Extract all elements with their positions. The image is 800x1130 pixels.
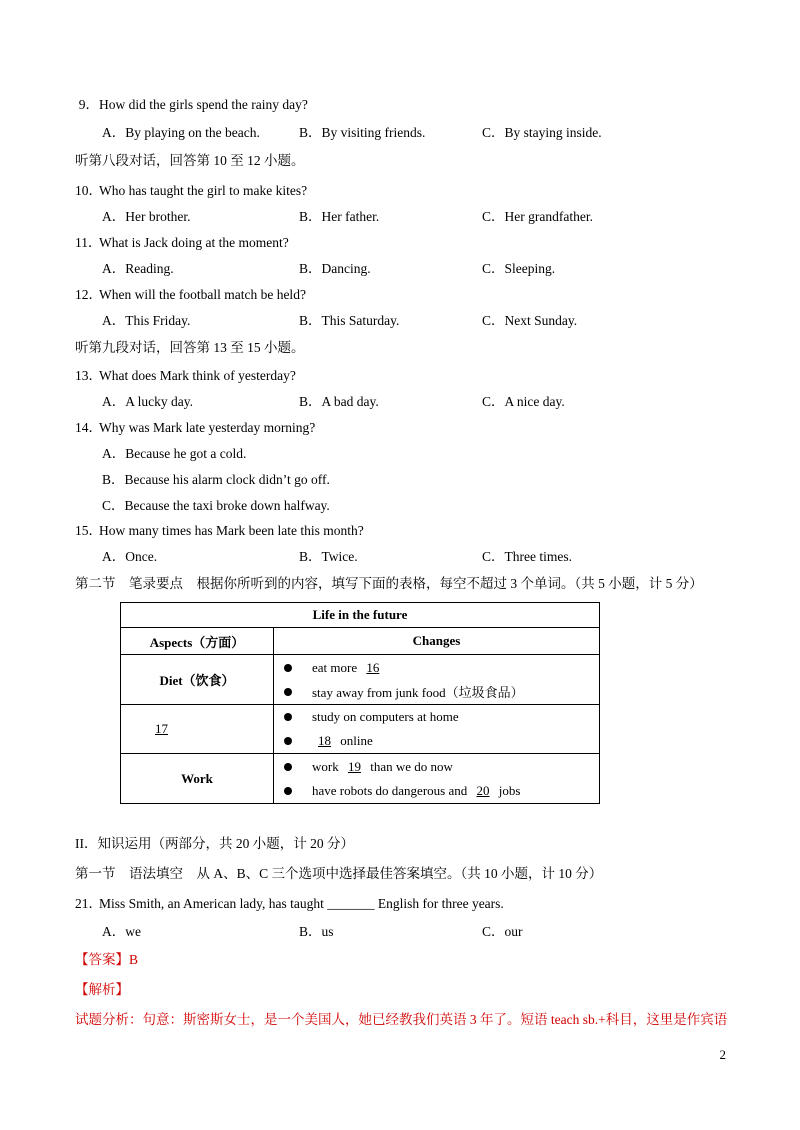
bullet-icon [284,713,292,721]
page-number: 2 [719,1047,726,1062]
option-b: B．By visiting friends. [299,125,426,140]
section-1-heading: 第一节 语法填空 从 A、B、C 三个选项中选择最佳答案填空。（共 10 小题，计 10 分） [75,866,603,881]
question-number: 9． [78,97,99,112]
option-a: A．we [102,924,141,939]
directions-dialogue-9: 听第九段对话，回答第 13 至 15 小题。 [75,340,305,355]
aspect-work: Work [121,754,274,804]
blank-18[interactable]: 18 [318,733,331,748]
question-text: When will the football match be held? [99,287,306,302]
analysis-text: 试题分析：句意：斯密斯女士，是一个美国人，她已经教我们英语 3 年了。短语 teach sb.+科目，这里是作宾语 [75,1012,728,1027]
option-c: C．By staying inside. [482,125,602,140]
question-number: 11． [75,235,102,250]
change-text: work [312,758,339,774]
change-text: eat more [312,659,358,675]
question-14 [75,419,315,437]
column-header-aspects: Aspects（方面） [121,628,274,655]
bullet-icon [284,664,292,672]
changes-row-2 [274,705,600,754]
list-item [280,779,593,803]
question-number: 12． [75,287,102,302]
part-2-heading: II．知识运用（两部分，共 20 小题，计 20 分） [75,836,354,851]
question-15 [75,522,364,540]
blank-17[interactable]: 17 [155,721,168,736]
question-11 [75,234,289,252]
option-b: B．Her father. [299,209,380,224]
question-number: 21． [75,896,102,911]
bullet-icon [284,688,292,696]
option-a: A．Once. [102,549,158,564]
question-text: Why was Mark late yesterday morning? [99,420,316,435]
option-c: C．Sleeping. [482,261,556,276]
option-a: A．A lucky day. [102,394,193,409]
question-9 [75,96,308,114]
question-number: 15． [75,523,102,538]
section-2-heading: 第二节 笔录要点 根据你所听到的内容，填写下面的表格，每空不超过 3 个单词。（共 5 小题，计 5 分） [75,576,703,591]
change-text: have robots do dangerous and [312,782,468,798]
option-a: A．This Friday. [102,313,191,328]
option-c: C．A nice day. [482,394,565,409]
option-b: B．This Saturday. [299,313,400,328]
question-number: 14． [75,420,102,435]
change-text: online [340,733,373,748]
bullet-icon [284,763,292,771]
column-header-changes: Changes [274,628,600,655]
bullet-icon [284,737,292,745]
question-13 [75,367,296,385]
option-a: A．Her brother. [102,209,191,224]
question-10 [75,182,307,200]
option-b: B．us [299,924,334,939]
option-c: C．Because the taxi broke down halfway. [102,498,330,513]
question-text: Who has taught the girl to make kites? [99,183,308,198]
change-text: stay away from junk food（垃圾食品） [312,685,524,700]
question-number: 13． [75,368,102,383]
option-b: B．A bad day. [299,394,379,409]
changes-diet [274,655,600,705]
answer-label: 【答案】B [75,952,139,967]
blank-16[interactable]: 16 [366,659,380,675]
change-text: jobs [498,782,521,798]
option-c: C．Next Sunday. [482,313,578,328]
question-21 [75,895,504,913]
question-text: Miss Smith, an American lady, has taught _______ English for three years. [99,896,504,911]
option-b: B．Dancing. [299,261,371,276]
blank-19[interactable]: 19 [347,758,361,774]
option-c: C．our [482,924,523,939]
question-text: What does Mark think of yesterday? [99,368,296,383]
change-text: study on computers at home [312,709,459,724]
list-item [280,656,593,680]
option-c: C．Her grandfather. [482,209,593,224]
option-a: A．Reading. [102,261,174,276]
bullet-icon [284,787,292,795]
analysis-label: 【解析】 [75,982,129,997]
notes-table [120,602,600,804]
option-a: A．By playing on the beach. [102,125,260,140]
list-item [280,705,593,729]
list-item [280,680,593,704]
list-item [280,729,593,753]
change-text: than we do now [370,758,453,774]
question-12 [75,286,306,304]
question-number: 10． [75,183,102,198]
blank-20[interactable]: 20 [476,782,490,798]
aspect-blank [121,705,274,754]
option-b: B．Because his alarm clock didn’t go off. [102,472,330,487]
table-title: Life in the future [121,603,600,628]
directions-dialogue-8: 听第八段对话，回答第 10 至 12 小题。 [75,153,305,168]
option-a: A．Because he got a cold. [102,446,247,461]
option-c: C．Three times. [482,549,572,564]
question-text: How did the girls spend the rainy day? [99,97,308,112]
list-item [280,755,593,779]
aspect-diet: Diet（饮食） [121,655,274,705]
question-text: What is Jack doing at the moment? [99,235,289,250]
changes-work [274,754,600,804]
question-text: How many times has Mark been late this month? [99,523,364,538]
option-b: B．Twice. [299,549,358,564]
